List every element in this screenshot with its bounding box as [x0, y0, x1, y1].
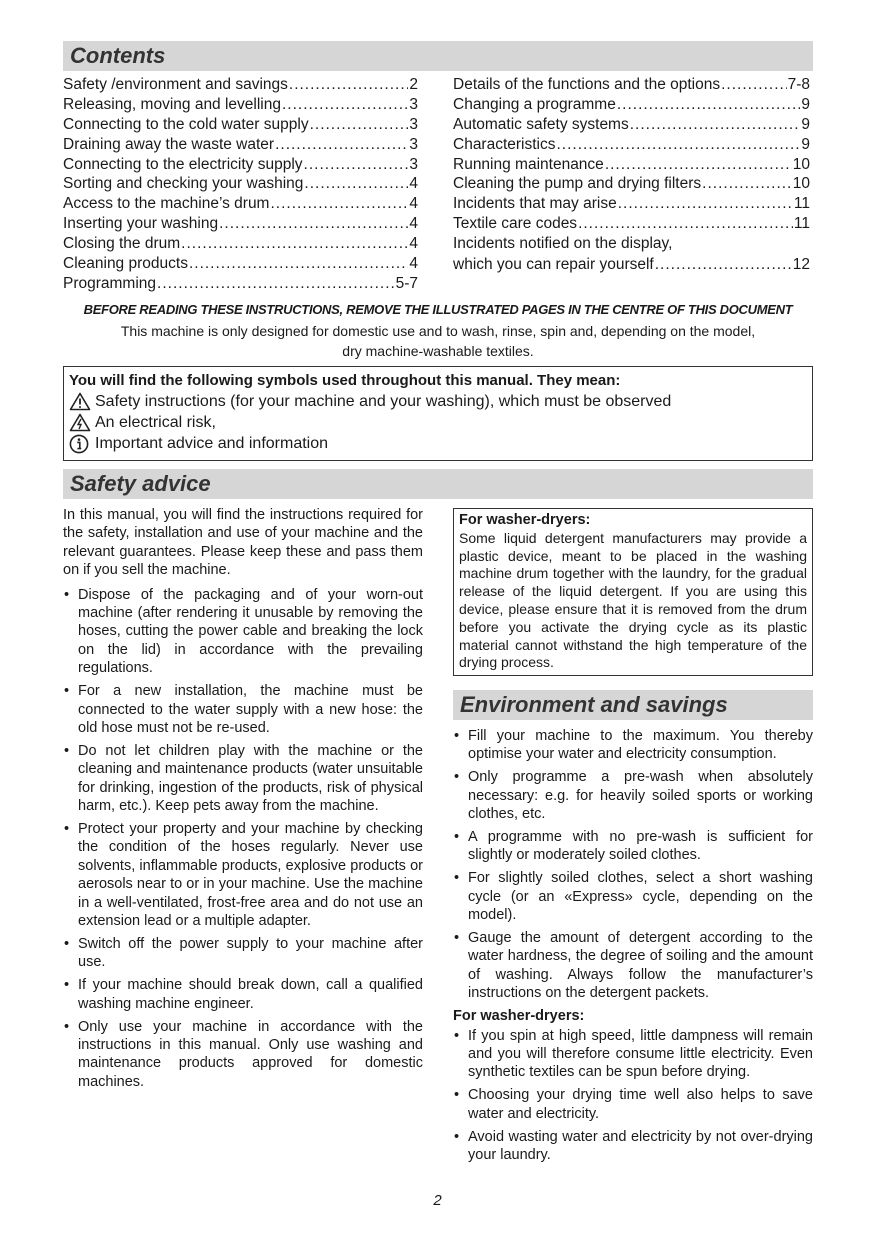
toc-entry: Characteristics ..... 9	[453, 136, 810, 156]
symbols-heading: You will find the following symbols used throughout this manual. They mean:	[69, 372, 621, 389]
list-item: • Switch off the power supply to your machine after use.	[64, 935, 423, 971]
list-item: • For slightly soiled clothes, select a short washing cycle (or an «Express» cycle, depending on the model).	[454, 870, 813, 924]
toc-entry: Cleaning the pump and drying filters ..... 10	[453, 175, 810, 195]
warning-triangle-icon	[69, 392, 95, 412]
toc-entry: Connecting to the cold water supply ..... 3	[63, 116, 418, 136]
toc-entry: Safety /environment and savings ..... 2	[63, 76, 418, 96]
removal-warning: BEFORE READING THESE INSTRUCTIONS, REMOVE THE ILLUSTRATED PAGES IN THE CENTRE OF THIS DOCUMENT	[83, 302, 793, 317]
list-item: • Protect your property and your machine by checking the condition of the hoses regularly. Never use solvents, inflammable products, explosive products or aerosols near to or in your machine. Use the machine in a well-ventilated, frost-free area and do not use an extension lead or a multiple adapter.	[64, 821, 423, 930]
contents-heading: Contents	[63, 41, 813, 71]
toc-entry: Draining away the waste water ..... 3	[63, 136, 418, 156]
toc-entry: Cleaning products ..... 4	[63, 255, 418, 275]
toc-left-column	[63, 76, 418, 295]
list-item: • Avoid wasting water and electricity by not over-drying your laundry.	[454, 1128, 813, 1164]
symbol-row: An electrical risk,	[69, 412, 807, 433]
list-item: • Gauge the amount of detergent according to the water hardness, the degree of soiling and the amount of washing. Always follow the manufacturer’s instructions on the detergent packets.	[454, 930, 813, 1002]
symbol-row: Safety instructions (for your machine and your washing), which must be observed	[69, 391, 807, 412]
toc-entry: Changing a programme ..... 9	[453, 96, 810, 116]
symbols-box	[63, 366, 813, 461]
washer-dryer-text: Some liquid detergent manufacturers may provide a plastic device, meant to be placed in the washing machine drum together with the laundry, for the gradual release of the liquid detergent. If you are using this device, please ensure that it is removed from the drum before you activate the drying cycle as its plastic material cannot withstand the high temperature of the drying process.	[459, 529, 807, 671]
toc-entry: Connecting to the electricity supply ..... 3	[63, 156, 418, 176]
symbol-row: Important advice and information	[69, 433, 807, 454]
environment-column	[453, 727, 813, 1169]
safety-column	[63, 506, 423, 1096]
safety-intro: In this manual, you will find the instructions required for the safety, installation and use of your machine and the relevant guarantees. Please keep these and pass them on if you sell the machine.	[63, 507, 423, 579]
toc-entry: which you can repair yourself ..... 12	[453, 256, 810, 276]
toc-entry: Incidents that may arise ..... 11	[453, 195, 810, 215]
intro-text: This machine is only designed for domestic use and to wash, rinse, spin and, depending on the model, dry machine-washable textiles.	[120, 323, 756, 359]
list-item: • Do not let children play with the machine or the cleaning and maintenance products (water unsuitable for drinking, ingestion of the products, risk of physical harm, etc.). Keep pets away from the machine.	[64, 742, 423, 815]
toc-entry: Programming ..... 5-7	[63, 275, 418, 295]
page-number: 2	[433, 1192, 442, 1209]
toc-entry-line1: Incidents notified on the display,	[453, 235, 673, 253]
toc-right-column	[453, 76, 810, 276]
washer-dryer-heading: For washer-dryers:	[459, 512, 591, 528]
toc-entry: Automatic safety systems ..... 9	[453, 116, 810, 136]
washer-dryers-subheading: For washer-dryers:	[453, 1008, 585, 1025]
list-item: • Only use your machine in accordance with the instructions in this manual. Only use washing and maintenance products approved for domestic machines.	[64, 1018, 423, 1090]
list-item: • Fill your machine to the maximum. You thereby optimise your water and electricity consumption.	[454, 728, 813, 763]
list-item: • Only programme a pre-wash when absolutely necessary: e.g. for heavily soiled sports or working clothes, etc.	[454, 769, 813, 823]
toc-entry: Textile care codes ..... 11	[453, 215, 810, 235]
electrical-risk-icon	[69, 413, 95, 433]
environment-heading: Environment and savings	[453, 690, 813, 720]
toc-entry: Releasing, moving and levelling ..... 3	[63, 96, 418, 116]
list-item: • For a new installation, the machine must be connected to the water supply with a new hose: the old hose must not be re-used.	[64, 683, 423, 736]
list-item: • If your machine should break down, call a qualified washing machine engineer.	[64, 977, 423, 1012]
list-item: • A programme with no pre-wash is sufficient for slightly or moderately soiled clothes.	[454, 829, 813, 864]
list-item: • Choosing your drying time well also helps to save water and electricity.	[454, 1087, 813, 1122]
toc-entry: Inserting your washing ..... 4	[63, 215, 418, 235]
info-circle-icon	[69, 434, 95, 454]
toc-entry: Running maintenance ..... 10	[453, 156, 810, 176]
safety-heading: Safety advice	[63, 469, 813, 499]
list-item: • If you spin at high speed, little dampness will remain and you will therefore consume little electricity. Even synthetic textiles can be spun before drying.	[454, 1027, 813, 1081]
toc-entry: Access to the machine’s drum ..... 4	[63, 195, 418, 215]
toc-entry: Details of the functions and the options ..... 7-8	[453, 76, 810, 96]
toc-entry: Sorting and checking your washing ..... 4	[63, 175, 418, 195]
toc-entry: Closing the drum ..... 4	[63, 235, 418, 255]
washer-dryer-box	[453, 508, 813, 676]
list-item: • Dispose of the packaging and of your worn-out machine (after rendering it unusable by removing the hoses, cutting the power cable and breaking the lock on the lid) in accordance with the prevailing regulations.	[64, 586, 423, 677]
